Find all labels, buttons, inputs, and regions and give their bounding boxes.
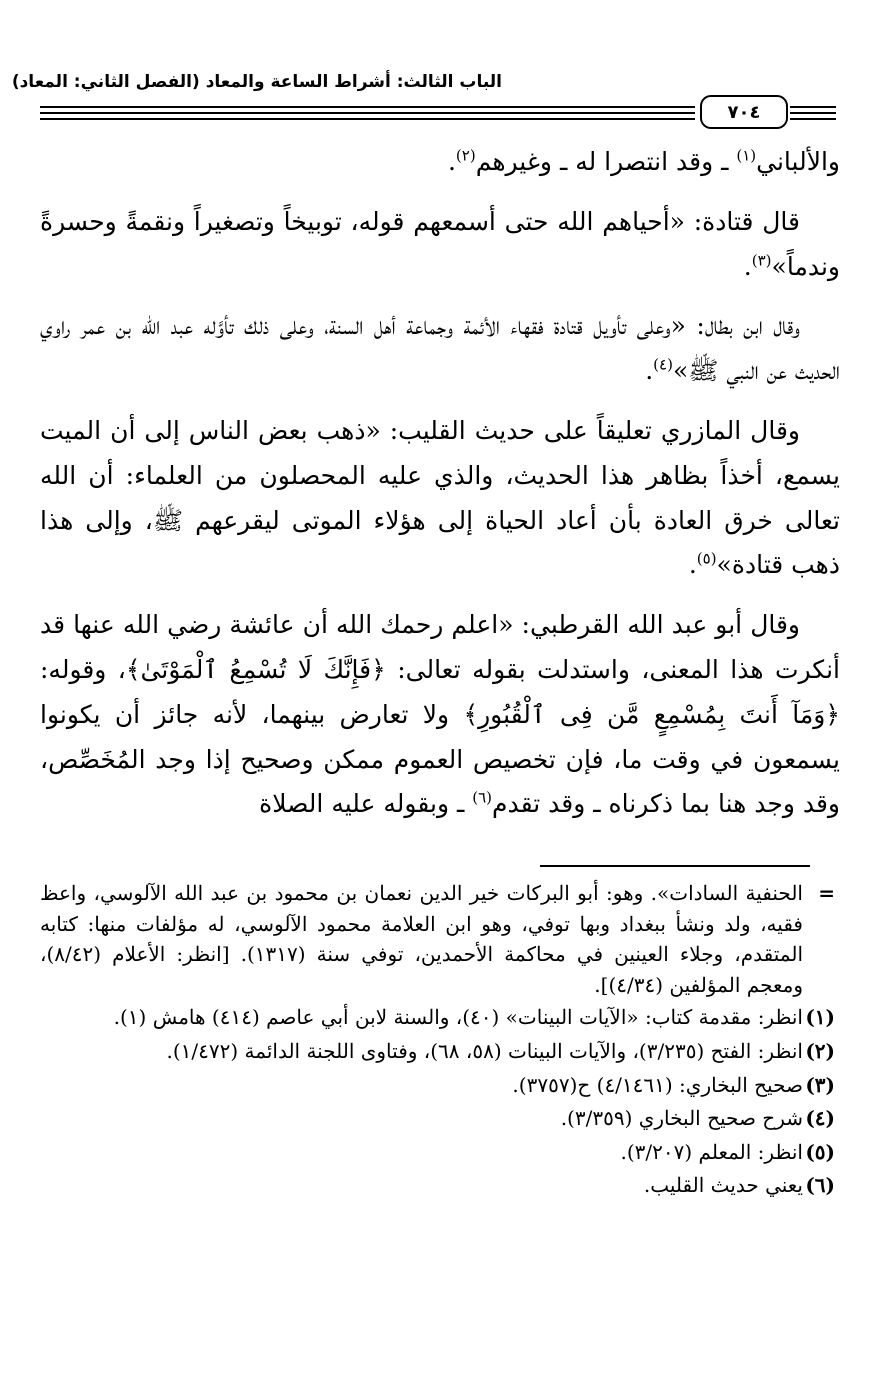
footnote-number: (٣) <box>805 1072 835 1097</box>
footnote-text: انظر: مقدمة كتاب: «الآيات البينات» (٤٠)، والسنة لابن أبي عاصم (٤١٤) هامش (١). <box>113 1005 803 1030</box>
footnote-ref: (٢) <box>455 146 476 165</box>
page-number: ٧٠٤ <box>700 95 788 129</box>
footnote-text: انظر: المعلم (٣/٢٠٧). <box>620 1139 803 1164</box>
footnote-number: (٤) <box>805 1106 835 1131</box>
header-rule <box>40 112 695 114</box>
header-rule <box>40 118 695 120</box>
paragraph-text: . <box>688 550 697 580</box>
paragraph-text: قال قتادة: «أحياهم الله حتى أسمعهم قوله، توبيخاً وتصغيراً ونقمةً وحسرةً وندماً» <box>40 206 840 281</box>
footnote-text: الحنفية السادات». وهو: أبو البركات خير الدين نعمان بن محمود بن عبد الله الآلوسي، واعظ فقيه، ولد ونشأ ببغداد وبها توفي، وهو ابن العلامة محمود الآلوسي، له مؤلفات منها: كتابه المتقدم، وجلاء العينين في محاكمة الأحمدين، توفي سنة (١٣١٧). [انظر: الأعلام (٨/٤٢)، ومعجم المؤلفين (٤/٣٤)]. <box>40 881 804 997</box>
footnote-ref: (٣) <box>751 251 772 270</box>
footnote-ref: (٥) <box>696 550 717 569</box>
footnotes <box>40 878 835 1204</box>
footnote-ref: (١) <box>736 146 757 165</box>
footnote <box>40 1170 835 1201</box>
footnote-continuation <box>40 878 835 1000</box>
paragraph-text: وقال ابن بطال: «وعلى تأويل قتادة فقهاء الأئمة وجماعة أهل السنة، وعلى ذلك تأوَّله عبد الله بن عمر راوي الحديث عن النبي ﷺ» <box>40 311 840 386</box>
footnote-number: (٢) <box>805 1038 835 1063</box>
paragraph-text: . <box>645 356 654 386</box>
footnote <box>40 1070 835 1101</box>
paragraph-text: . <box>447 147 456 176</box>
paragraph <box>40 200 840 290</box>
paragraph-text: ـ وبقوله عليه الصلاة <box>259 789 473 819</box>
footnote <box>40 1002 835 1033</box>
paragraph-text: . <box>743 251 752 281</box>
footnote <box>40 1103 835 1134</box>
footnote-text: يعني حديث القليب. <box>643 1173 803 1198</box>
footnote <box>40 1036 835 1067</box>
footnote-ref: (٤) <box>653 355 673 374</box>
running-head: الباب الثالث: أشراط الساعة والمعاد (الفصل الثاني: المعاد) <box>11 72 502 92</box>
paragraph-text: وقال أبو عبد الله القرطبي: «اعلم رحمك الله أن عائشة رضي الله عنها قد أنكرت هذا المعنى، واستدلت بقوله تعالى: ﴿فَإِنَّكَ لَا تُسْمِعُ ٱلْمَوْتَىٰ﴾، وقوله: ﴿وَمَآ أَنتَ بِمُسْمِعٍ مَّن فِى ٱلْقُبُورِ﴾ ولا تعارض بينهما، لأنه جائز أن يكونوا يسمعون في وقت ما، فإن تخصيص العموم ممكن وصحيح إذا وجد المُخَصِّص، وقد وجد هنا بما ذكرناه ـ وقد تقدم <box>40 610 840 819</box>
footnote-ref: (٦) <box>472 789 493 808</box>
paragraph <box>40 140 840 185</box>
footnote <box>40 1137 835 1168</box>
main-text <box>40 140 840 842</box>
paragraph <box>40 409 840 588</box>
paragraph <box>40 304 840 394</box>
footnote-text: صحيح البخاري: (٤/١٤٦١) ح(٣٧٥٧). <box>512 1072 803 1097</box>
paragraph-text: ـ وقد انتصرا له ـ وغيرهم <box>475 147 737 176</box>
footnote-number: (٦) <box>805 1173 835 1198</box>
paragraph-text: وقال المازري تعليقاً على حديث القليب: «ذهب بعض الناس إلى أن الميت يسمع، أخذاً بظاهر هذا الحديث، والذي عليه المحصلون من العلماء: أن الله تعالى خرق العادة بأن أعاد الحياة إلى هؤلاء الموتى ليقرعهم ﷺ، وإلى هذا ذهب قتادة» <box>40 415 840 580</box>
footnote-text: انظر: الفتح (٣/٢٣٥)، والآيات البينات (٥٨، ٦٨)، وفتاوى اللجنة الدائمة (١/٤٧٢). <box>166 1038 803 1063</box>
paragraph-text: والألباني <box>756 147 840 176</box>
header-rule <box>790 118 836 120</box>
footnote-separator <box>540 865 810 867</box>
footnote-number: = <box>818 881 835 905</box>
footnote-number: (١) <box>805 1005 835 1030</box>
paragraph <box>40 603 840 827</box>
footnote-text: شرح صحيح البخاري (٣/٣٥٩). <box>560 1106 803 1131</box>
header-rule <box>790 112 836 114</box>
header-rule <box>40 106 695 108</box>
header-rule <box>790 106 836 108</box>
footnote-number: (٥) <box>805 1139 835 1164</box>
